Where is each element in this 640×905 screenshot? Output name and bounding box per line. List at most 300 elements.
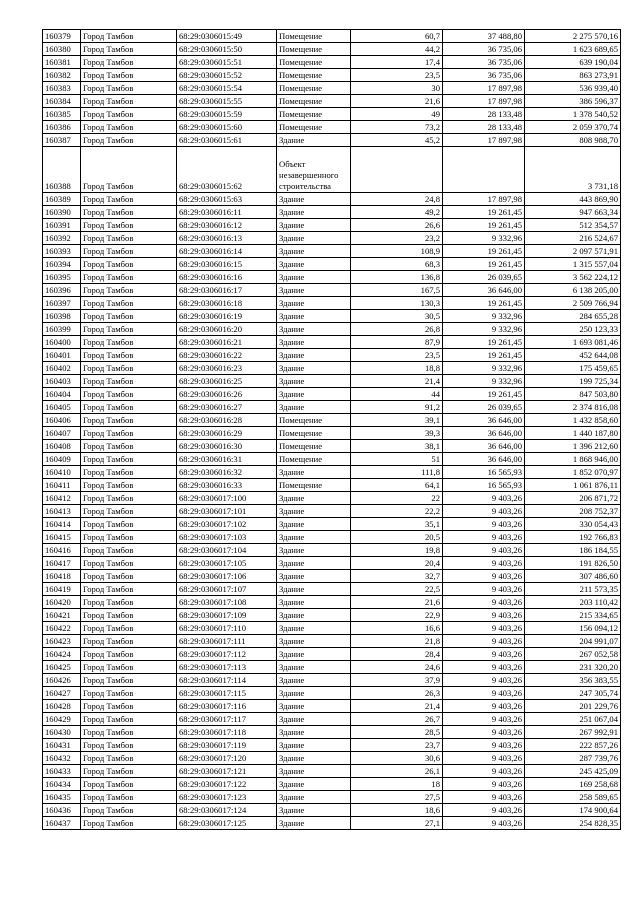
row-id-cell: 160416 xyxy=(43,544,81,557)
area-cell: 51 xyxy=(351,453,443,466)
area-cell: 21,6 xyxy=(351,95,443,108)
row-id-cell: 160396 xyxy=(43,284,81,297)
object-type-cell: Помещение xyxy=(277,453,351,466)
cadastral-number-cell: 68:29:0306017:112 xyxy=(177,648,277,661)
object-type-cell: Здание xyxy=(277,134,351,147)
area-cell: 136,8 xyxy=(351,271,443,284)
table-row xyxy=(43,466,621,479)
cadastral-number-cell: 68:29:0306017:114 xyxy=(177,674,277,687)
cadastral-number-cell: 68:29:0306015:55 xyxy=(177,95,277,108)
area-cell: 16,6 xyxy=(351,622,443,635)
cadastral-value-cell: 186 184,55 xyxy=(525,544,621,557)
cadastral-number-cell: 68:29:0306017:110 xyxy=(177,622,277,635)
row-id-cell: 160397 xyxy=(43,297,81,310)
specific-value-cell: 9 403,26 xyxy=(443,609,525,622)
area-cell: 26,8 xyxy=(351,323,443,336)
cadastral-number-cell: 68:29:0306016:32 xyxy=(177,466,277,479)
object-type-cell: Здание xyxy=(277,336,351,349)
cadastral-value-cell: 191 826,50 xyxy=(525,557,621,570)
cadastral-value-cell: 1 061 876,11 xyxy=(525,479,621,492)
cadastral-value-cell: 204 991,07 xyxy=(525,635,621,648)
object-type-cell: Здание xyxy=(277,635,351,648)
cadastral-value-cell: 245 425,09 xyxy=(525,765,621,778)
area-cell: 26,3 xyxy=(351,687,443,700)
city-cell: Город Тамбов xyxy=(81,69,177,82)
object-type-cell: Здание xyxy=(277,674,351,687)
specific-value-cell: 19 261,45 xyxy=(443,245,525,258)
specific-value-cell: 9 332,96 xyxy=(443,323,525,336)
specific-value-cell: 17 897,98 xyxy=(443,134,525,147)
specific-value-cell: 19 261,45 xyxy=(443,336,525,349)
table-row xyxy=(43,427,621,440)
row-id-cell: 160430 xyxy=(43,726,81,739)
object-type-cell: Здание xyxy=(277,570,351,583)
object-type-cell: Помещение xyxy=(277,479,351,492)
specific-value-cell: 26 039,65 xyxy=(443,271,525,284)
area-cell: 17,4 xyxy=(351,56,443,69)
table-row xyxy=(43,271,621,284)
object-type-cell: Здание xyxy=(277,271,351,284)
city-cell: Город Тамбов xyxy=(81,121,177,134)
city-cell: Город Тамбов xyxy=(81,700,177,713)
specific-value-cell: 36 646,00 xyxy=(443,414,525,427)
table-row xyxy=(43,739,621,752)
specific-value-cell: 9 403,26 xyxy=(443,804,525,817)
table-row xyxy=(43,570,621,583)
cadastral-value-cell: 284 655,28 xyxy=(525,310,621,323)
row-id-cell: 160399 xyxy=(43,323,81,336)
area-cell: 37,9 xyxy=(351,674,443,687)
area-cell: 38,1 xyxy=(351,440,443,453)
area-cell: 91,2 xyxy=(351,401,443,414)
cadastral-number-cell: 68:29:0306016:23 xyxy=(177,362,277,375)
cadastral-value-cell: 267 992,91 xyxy=(525,726,621,739)
city-cell: Город Тамбов xyxy=(81,687,177,700)
city-cell: Город Тамбов xyxy=(81,193,177,206)
cadastral-value-cell: 639 190,04 xyxy=(525,56,621,69)
cadastral-number-cell: 68:29:0306015:52 xyxy=(177,69,277,82)
cadastral-value-cell: 222 857,26 xyxy=(525,739,621,752)
object-type-cell: Здание xyxy=(277,583,351,596)
cadastral-number-cell: 68:29:0306016:12 xyxy=(177,219,277,232)
cadastral-value-cell: 231 320,20 xyxy=(525,661,621,674)
table-row xyxy=(43,375,621,388)
area-cell: 28,4 xyxy=(351,648,443,661)
cadastral-value-cell: 250 123,33 xyxy=(525,323,621,336)
cadastral-number-cell: 68:29:0306017:124 xyxy=(177,804,277,817)
city-cell: Город Тамбов xyxy=(81,492,177,505)
specific-value-cell: 9 403,26 xyxy=(443,752,525,765)
row-id-cell: 160395 xyxy=(43,271,81,284)
cadastral-value-cell: 452 644,08 xyxy=(525,349,621,362)
row-id-cell: 160422 xyxy=(43,622,81,635)
cadastral-value-cell: 2 097 571,91 xyxy=(525,245,621,258)
table-row xyxy=(43,56,621,69)
row-id-cell: 160419 xyxy=(43,583,81,596)
cadastral-number-cell: 68:29:0306016:18 xyxy=(177,297,277,310)
object-type-cell: Здание xyxy=(277,323,351,336)
area-cell: 22,9 xyxy=(351,609,443,622)
table-row xyxy=(43,206,621,219)
table-row xyxy=(43,30,621,43)
area-cell: 73,2 xyxy=(351,121,443,134)
row-id-cell: 160420 xyxy=(43,596,81,609)
cadastral-number-cell: 68:29:0306017:115 xyxy=(177,687,277,700)
cadastral-value-cell: 174 900,64 xyxy=(525,804,621,817)
city-cell: Город Тамбов xyxy=(81,336,177,349)
city-cell: Город Тамбов xyxy=(81,713,177,726)
object-type-cell: Здание xyxy=(277,258,351,271)
area-cell: 23,2 xyxy=(351,232,443,245)
row-id-cell: 160386 xyxy=(43,121,81,134)
object-type-cell: Здание xyxy=(277,206,351,219)
table-row xyxy=(43,648,621,661)
table-row xyxy=(43,609,621,622)
specific-value-cell: 9 403,26 xyxy=(443,505,525,518)
row-id-cell: 160414 xyxy=(43,518,81,531)
specific-value-cell: 9 403,26 xyxy=(443,492,525,505)
row-id-cell: 160427 xyxy=(43,687,81,700)
cadastral-value-cell: 947 663,34 xyxy=(525,206,621,219)
row-id-cell: 160385 xyxy=(43,108,81,121)
cadastral-value-cell: 203 110,42 xyxy=(525,596,621,609)
table-row xyxy=(43,479,621,492)
cadastral-value-cell: 208 752,37 xyxy=(525,505,621,518)
table-row xyxy=(43,134,621,147)
area-cell: 28,5 xyxy=(351,726,443,739)
row-id-cell: 160407 xyxy=(43,427,81,440)
specific-value-cell: 9 403,26 xyxy=(443,687,525,700)
cadastral-value-cell: 258 589,65 xyxy=(525,791,621,804)
specific-value-cell: 16 565,93 xyxy=(443,466,525,479)
table-row xyxy=(43,414,621,427)
specific-value-cell: 19 261,45 xyxy=(443,258,525,271)
object-type-cell: Здание xyxy=(277,492,351,505)
object-type-cell: Здание xyxy=(277,700,351,713)
specific-value-cell: 28 133,48 xyxy=(443,121,525,134)
cadastral-number-cell: 68:29:0306016:21 xyxy=(177,336,277,349)
area-cell: 44 xyxy=(351,388,443,401)
cadastral-number-cell: 68:29:0306017:105 xyxy=(177,557,277,570)
row-id-cell: 160431 xyxy=(43,739,81,752)
area-cell: 23,7 xyxy=(351,739,443,752)
specific-value-cell: 9 403,26 xyxy=(443,544,525,557)
object-type-cell: Объект незавершенного строительства xyxy=(277,147,351,193)
row-id-cell: 160418 xyxy=(43,570,81,583)
area-cell: 27,1 xyxy=(351,817,443,830)
specific-value-cell: 36 646,00 xyxy=(443,284,525,297)
table-row xyxy=(43,258,621,271)
object-type-cell: Здание xyxy=(277,193,351,206)
object-type-cell: Здание xyxy=(277,726,351,739)
area-cell: 24,8 xyxy=(351,193,443,206)
specific-value-cell: 9 403,26 xyxy=(443,557,525,570)
table-row xyxy=(43,310,621,323)
cadastral-number-cell: 68:29:0306017:125 xyxy=(177,817,277,830)
specific-value-cell: 19 261,45 xyxy=(443,349,525,362)
specific-value-cell: 9 403,26 xyxy=(443,791,525,804)
cadastral-number-cell: 68:29:0306016:13 xyxy=(177,232,277,245)
area-cell: 20,4 xyxy=(351,557,443,570)
area-cell: 60,7 xyxy=(351,30,443,43)
city-cell: Город Тамбов xyxy=(81,453,177,466)
cadastral-number-cell: 68:29:0306017:116 xyxy=(177,700,277,713)
cadastral-number-cell: 68:29:0306015:63 xyxy=(177,193,277,206)
cadastral-value-cell: 211 573,35 xyxy=(525,583,621,596)
area-cell: 23,5 xyxy=(351,69,443,82)
area-cell: 49 xyxy=(351,108,443,121)
table-row xyxy=(43,817,621,830)
object-type-cell: Помещение xyxy=(277,69,351,82)
specific-value-cell: 37 488,80 xyxy=(443,30,525,43)
cadastral-value-cell: 2 275 570,16 xyxy=(525,30,621,43)
row-id-cell: 160381 xyxy=(43,56,81,69)
object-type-cell: Здание xyxy=(277,544,351,557)
row-id-cell: 160409 xyxy=(43,453,81,466)
table-row xyxy=(43,69,621,82)
city-cell: Город Тамбов xyxy=(81,466,177,479)
city-cell: Город Тамбов xyxy=(81,147,177,193)
specific-value-cell: 9 403,26 xyxy=(443,765,525,778)
object-type-cell: Здание xyxy=(277,531,351,544)
area-cell: 45,2 xyxy=(351,134,443,147)
object-type-cell: Здание xyxy=(277,557,351,570)
object-type-cell: Помещение xyxy=(277,43,351,56)
city-cell: Город Тамбов xyxy=(81,108,177,121)
cadastral-value-cell: 330 054,43 xyxy=(525,518,621,531)
row-id-cell: 160412 xyxy=(43,492,81,505)
city-cell: Город Тамбов xyxy=(81,134,177,147)
city-cell: Город Тамбов xyxy=(81,817,177,830)
object-type-cell: Здание xyxy=(277,648,351,661)
object-type-cell: Здание xyxy=(277,622,351,635)
specific-value-cell: 17 897,98 xyxy=(443,193,525,206)
city-cell: Город Тамбов xyxy=(81,765,177,778)
specific-value-cell: 17 897,98 xyxy=(443,95,525,108)
city-cell: Город Тамбов xyxy=(81,56,177,69)
cadastral-number-cell: 68:29:0306017:120 xyxy=(177,752,277,765)
area-cell: 18,6 xyxy=(351,804,443,817)
table-row xyxy=(43,219,621,232)
cadastral-number-cell: 68:29:0306016:19 xyxy=(177,310,277,323)
row-id-cell: 160398 xyxy=(43,310,81,323)
cadastral-value-cell: 1 623 689,65 xyxy=(525,43,621,56)
cadastral-number-cell: 68:29:0306015:49 xyxy=(177,30,277,43)
area-cell: 87,9 xyxy=(351,336,443,349)
table-row xyxy=(43,43,621,56)
city-cell: Город Тамбов xyxy=(81,635,177,648)
cadastral-number-cell: 68:29:0306017:106 xyxy=(177,570,277,583)
area-cell: 44,2 xyxy=(351,43,443,56)
specific-value-cell: 9 332,96 xyxy=(443,232,525,245)
specific-value-cell: 9 403,26 xyxy=(443,739,525,752)
cadastral-number-cell: 68:29:0306017:107 xyxy=(177,583,277,596)
table-row xyxy=(43,388,621,401)
cadastral-value-cell: 254 828,35 xyxy=(525,817,621,830)
specific-value-cell: 9 332,96 xyxy=(443,362,525,375)
area-cell: 49,2 xyxy=(351,206,443,219)
city-cell: Город Тамбов xyxy=(81,206,177,219)
city-cell: Город Тамбов xyxy=(81,544,177,557)
table-row xyxy=(43,82,621,95)
city-cell: Город Тамбов xyxy=(81,778,177,791)
row-id-cell: 160434 xyxy=(43,778,81,791)
row-id-cell: 160379 xyxy=(43,30,81,43)
area-cell: 26,6 xyxy=(351,219,443,232)
cadastral-number-cell: 68:29:0306016:28 xyxy=(177,414,277,427)
cadastral-value-cell: 156 094,12 xyxy=(525,622,621,635)
cadastral-value-cell: 1 432 858,60 xyxy=(525,414,621,427)
area-cell: 19,8 xyxy=(351,544,443,557)
row-id-cell: 160404 xyxy=(43,388,81,401)
row-id-cell: 160429 xyxy=(43,713,81,726)
specific-value-cell: 19 261,45 xyxy=(443,219,525,232)
table-row xyxy=(43,492,621,505)
specific-value-cell: 9 403,26 xyxy=(443,583,525,596)
area-cell xyxy=(351,147,443,193)
cadastral-number-cell: 68:29:0306016:30 xyxy=(177,440,277,453)
cadastral-number-cell: 68:29:0306016:22 xyxy=(177,349,277,362)
table-row xyxy=(43,804,621,817)
area-cell: 32,7 xyxy=(351,570,443,583)
specific-value-cell: 9 403,26 xyxy=(443,674,525,687)
row-id-cell: 160393 xyxy=(43,245,81,258)
area-cell: 167,5 xyxy=(351,284,443,297)
row-id-cell: 160428 xyxy=(43,700,81,713)
table-row xyxy=(43,518,621,531)
object-type-cell: Здание xyxy=(277,245,351,258)
cadastral-number-cell: 68:29:0306016:15 xyxy=(177,258,277,271)
cadastral-number-cell: 68:29:0306016:11 xyxy=(177,206,277,219)
city-cell: Город Тамбов xyxy=(81,95,177,108)
cadastral-number-cell: 68:29:0306017:113 xyxy=(177,661,277,674)
object-type-cell: Здание xyxy=(277,219,351,232)
object-type-cell: Здание xyxy=(277,375,351,388)
specific-value-cell: 16 565,93 xyxy=(443,479,525,492)
cadastral-number-cell: 68:29:0306016:17 xyxy=(177,284,277,297)
row-id-cell: 160388 xyxy=(43,147,81,193)
area-cell: 22,2 xyxy=(351,505,443,518)
table-row xyxy=(43,297,621,310)
row-id-cell: 160406 xyxy=(43,414,81,427)
cadastral-number-cell: 68:29:0306015:59 xyxy=(177,108,277,121)
object-type-cell: Помещение xyxy=(277,30,351,43)
object-type-cell: Здание xyxy=(277,518,351,531)
cadastral-value-cell: 847 503,80 xyxy=(525,388,621,401)
cadastral-value-cell: 175 459,65 xyxy=(525,362,621,375)
table-row xyxy=(43,791,621,804)
area-cell: 22,5 xyxy=(351,583,443,596)
city-cell: Город Тамбов xyxy=(81,583,177,596)
city-cell: Город Тамбов xyxy=(81,388,177,401)
table-row xyxy=(43,752,621,765)
area-cell: 68,3 xyxy=(351,258,443,271)
city-cell: Город Тамбов xyxy=(81,43,177,56)
cadastral-value-cell: 1 378 540,52 xyxy=(525,108,621,121)
table-row xyxy=(43,700,621,713)
table-row xyxy=(43,349,621,362)
area-cell: 64,1 xyxy=(351,479,443,492)
row-id-cell: 160424 xyxy=(43,648,81,661)
specific-value-cell: 9 403,26 xyxy=(443,817,525,830)
object-type-cell: Здание xyxy=(277,388,351,401)
city-cell: Город Тамбов xyxy=(81,245,177,258)
area-cell: 26,1 xyxy=(351,765,443,778)
city-cell: Город Тамбов xyxy=(81,414,177,427)
table-row xyxy=(43,713,621,726)
object-type-cell: Здание xyxy=(277,765,351,778)
cadastral-number-cell: 68:29:0306017:103 xyxy=(177,531,277,544)
city-cell: Город Тамбов xyxy=(81,427,177,440)
city-cell: Город Тамбов xyxy=(81,375,177,388)
cadastral-number-cell: 68:29:0306017:104 xyxy=(177,544,277,557)
cadastral-number-cell: 68:29:0306015:54 xyxy=(177,82,277,95)
table-row xyxy=(43,622,621,635)
object-type-cell: Помещение xyxy=(277,121,351,134)
cadastral-number-cell: 68:29:0306015:51 xyxy=(177,56,277,69)
row-id-cell: 160413 xyxy=(43,505,81,518)
row-id-cell: 160402 xyxy=(43,362,81,375)
row-id-cell: 160435 xyxy=(43,791,81,804)
object-type-cell: Здание xyxy=(277,310,351,323)
row-id-cell: 160408 xyxy=(43,440,81,453)
area-cell: 111,8 xyxy=(351,466,443,479)
area-cell: 21,4 xyxy=(351,700,443,713)
city-cell: Город Тамбов xyxy=(81,648,177,661)
specific-value-cell: 19 261,45 xyxy=(443,206,525,219)
cadastral-value-cell: 356 383,55 xyxy=(525,674,621,687)
cadastral-number-cell: 68:29:0306015:62 xyxy=(177,147,277,193)
cadastral-number-cell: 68:29:0306017:101 xyxy=(177,505,277,518)
area-cell: 130,3 xyxy=(351,297,443,310)
city-cell: Город Тамбов xyxy=(81,661,177,674)
object-type-cell: Здание xyxy=(277,362,351,375)
specific-value-cell: 36 735,06 xyxy=(443,56,525,69)
cadastral-number-cell: 68:29:0306017:118 xyxy=(177,726,277,739)
specific-value-cell: 17 897,98 xyxy=(443,82,525,95)
cadastral-number-cell: 68:29:0306016:20 xyxy=(177,323,277,336)
object-type-cell: Здание xyxy=(277,713,351,726)
cadastral-number-cell: 68:29:0306017:122 xyxy=(177,778,277,791)
table-row xyxy=(43,544,621,557)
specific-value-cell: 9 332,96 xyxy=(443,375,525,388)
object-type-cell: Здание xyxy=(277,752,351,765)
cadastral-value-cell: 1 315 557,04 xyxy=(525,258,621,271)
city-cell: Город Тамбов xyxy=(81,30,177,43)
city-cell: Город Тамбов xyxy=(81,518,177,531)
table-row xyxy=(43,323,621,336)
city-cell: Город Тамбов xyxy=(81,440,177,453)
cadastral-number-cell: 68:29:0306017:111 xyxy=(177,635,277,648)
row-id-cell: 160417 xyxy=(43,557,81,570)
area-cell: 26,7 xyxy=(351,713,443,726)
area-cell: 39,3 xyxy=(351,427,443,440)
cadastral-number-cell: 68:29:0306017:109 xyxy=(177,609,277,622)
cadastral-value-cell: 215 334,65 xyxy=(525,609,621,622)
row-id-cell: 160411 xyxy=(43,479,81,492)
area-cell: 18 xyxy=(351,778,443,791)
city-cell: Город Тамбов xyxy=(81,284,177,297)
specific-value-cell: 9 403,26 xyxy=(443,531,525,544)
table-row xyxy=(43,661,621,674)
area-cell: 30 xyxy=(351,82,443,95)
table-row xyxy=(43,440,621,453)
object-type-cell: Здание xyxy=(277,297,351,310)
specific-value-cell: 36 735,06 xyxy=(443,43,525,56)
specific-value-cell: 28 133,48 xyxy=(443,108,525,121)
row-id-cell: 160390 xyxy=(43,206,81,219)
row-id-cell: 160389 xyxy=(43,193,81,206)
